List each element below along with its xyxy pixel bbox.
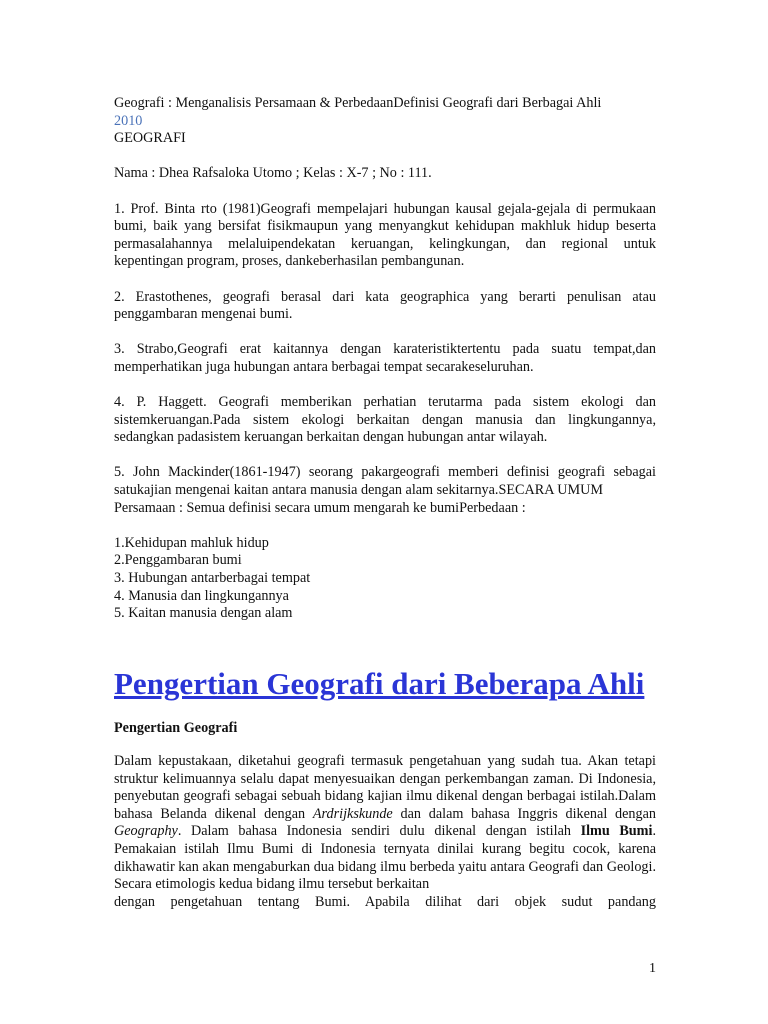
- text-run: dan dalam bahasa Inggris dikenal dengan: [392, 805, 656, 822]
- list-item: 1.Kehidupan mahluk hidup: [114, 534, 269, 551]
- list-item: 3. Hubungan antarberbagai tempat: [114, 570, 311, 587]
- article-heading-link[interactable]: Pengertian Geografi dari Beberapa Ahli: [114, 666, 645, 701]
- document-page: [114, 95, 656, 910]
- article-subheading: Pengertian Geografi: [114, 720, 238, 736]
- article-paragraph: [114, 753, 656, 894]
- difference-list: [114, 535, 656, 623]
- list-item: 5. Kaitan manusia dengan alam: [114, 605, 293, 622]
- definition-5: 5. John Mackinder(1861-1947) seorang pakargeografi memberi definisi geografi sebagai satukajian mengenai kaitan antara manusia dengan alam sekitarnya.SECARA UMUM: [114, 464, 656, 499]
- definition-2: 2. Erastothenes, geografi berasal dari kata geographica yang berarti penulisan atau penggambaran mengenai bumi.: [114, 288, 656, 323]
- term-english: Geography: [114, 823, 178, 840]
- list-item: 4. Manusia dan lingkungannya: [114, 587, 289, 604]
- student-info: Nama : Dhea Rafsaloka Utomo ; Kelas : X-7 ; No : 111.: [114, 165, 432, 182]
- term-indonesian: Ilmu Bumi: [580, 823, 653, 840]
- comparison-line: Persamaan : Semua definisi secara umum mengarah ke bumiPerbedaan :: [114, 499, 526, 516]
- document-title: Geografi : Menganalisis Persamaan & PerbedaanDefinisi Geografi dari Berbagai Ahli: [114, 95, 602, 111]
- article-body: [114, 753, 656, 911]
- list-item: 2.Penggambaran bumi: [114, 552, 242, 569]
- term-dutch: Ardrijkskunde: [312, 805, 393, 822]
- year-link[interactable]: 2010: [114, 112, 143, 129]
- page-number: 1: [649, 961, 656, 976]
- subject-label: GEOGRAFI: [114, 130, 186, 147]
- article-last-line: dengan pengetahuan tentang Bumi. Apabila dilihat dari objek sudut pandang: [114, 893, 656, 910]
- definition-1: 1. Prof. Binta rto (1981)Geografi mempelajari hubungan kausal gejala-gejala di permukaan bumi, baik yang bersifat fisikmaupun yang menyangkut kehidupan makhluk hidup beserta permasalahannya melaluipendekatan keruangan, kelingkungan, dan regional untuk kepentingan program, proses, dankeberhasilan pembangunan.: [114, 200, 656, 270]
- definition-3: 3. Strabo,Geografi erat kaitannya dengan karateristiktertentu pada suatu tempat,dan memperhatikan juga hubungan antara berbagai tempat secarakeseluruhan.: [114, 341, 656, 375]
- text-run: Dalam kepustakaan, diketahui geografi termasuk pengetahuan yang sudah tua. Akan tetapi struktur kelimuannya selalu dapat menyesuaikan dengan perkembangan zaman. Di Indonesia, penyebutan geografi sebagai sebuah bidang kajian ilmu dikenal dengan berbagai istilah.Dalam bahasa Belanda dikenal dengan: [114, 753, 656, 822]
- text-run: . Pemakaian istilah Ilmu Bumi di Indonesia ternyata dinilai kurang begitu cocok, karena dikhawatir kan akan mengaburkan dua bidang ilmu berbeda yaitu antara Geografi dan Geologi. Secara etimologis kedua bidang ilmu tersebut berkaitan: [114, 823, 656, 893]
- text-run: . Dalam bahasa Indonesia sendiri dulu dikenal dengan istilah: [177, 823, 581, 840]
- definition-4: 4. P. Haggett. Geografi memberikan perhatian terutarma pada sistem ekologi dan sistemkeruangan.Pada sistem ekologi berkaitan dengan manusia dan lingkungannya, sedangkan padasistem keruangan berkaitan dengan hubungan antar wilayah.: [114, 394, 656, 446]
